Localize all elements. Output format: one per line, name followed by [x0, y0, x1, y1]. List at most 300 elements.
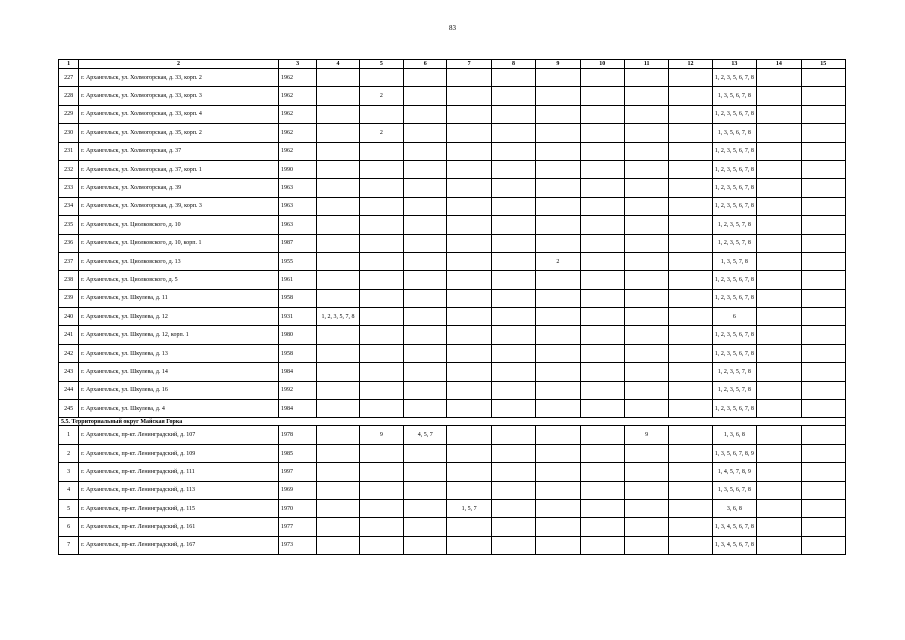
- column-12-cell: [669, 426, 712, 444]
- column-12-cell: [669, 381, 712, 399]
- column-6-cell: [404, 69, 447, 87]
- table-row: [59, 536, 846, 554]
- column-9-cell: [536, 381, 580, 399]
- column-13-cell: 1, 2, 3, 5, 6, 7, 8: [712, 289, 756, 307]
- column-header: 3: [278, 60, 316, 69]
- column-14-cell: [757, 536, 801, 554]
- column-7-cell: [447, 536, 491, 554]
- column-13-cell: 1, 2, 3, 5, 6, 7, 8: [712, 142, 756, 160]
- row-number-cell: 231: [59, 142, 79, 160]
- column-7-cell: [447, 400, 491, 418]
- column-9-cell: [536, 426, 580, 444]
- column-4-cell: [317, 481, 359, 499]
- row-number-cell: 242: [59, 344, 79, 362]
- column-10-cell: [580, 536, 624, 554]
- column-14-cell: [757, 463, 801, 481]
- column-13-cell: 1, 2, 3, 5, 6, 7, 8: [712, 69, 756, 87]
- column-6-cell: [404, 481, 447, 499]
- year-cell: 1990: [278, 160, 316, 178]
- column-10-cell: [580, 289, 624, 307]
- row-number-cell: 244: [59, 381, 79, 399]
- address-cell: г. Архангельск, ул. Циолковского, д. 13: [79, 252, 279, 270]
- column-4-cell: [317, 124, 359, 142]
- year-cell: 1969: [278, 481, 316, 499]
- column-14-cell: [757, 271, 801, 289]
- column-8-cell: [491, 426, 535, 444]
- column-5-cell: [359, 444, 403, 462]
- table-header-row: [59, 60, 846, 69]
- column-10-cell: [580, 160, 624, 178]
- column-14-cell: [757, 518, 801, 536]
- column-4-cell: [317, 536, 359, 554]
- column-14-cell: [757, 426, 801, 444]
- column-5-cell: [359, 142, 403, 160]
- address-cell: г. Архангельск, ул. Холмогорская, д. 33, корп. 3: [79, 87, 279, 105]
- column-14-cell: [757, 179, 801, 197]
- column-5-cell: [359, 481, 403, 499]
- column-15-cell: [801, 463, 845, 481]
- column-12-cell: [669, 105, 712, 123]
- row-number-cell: 230: [59, 124, 79, 142]
- column-header: 8: [491, 60, 535, 69]
- column-5-cell: [359, 518, 403, 536]
- row-number-cell: 232: [59, 160, 79, 178]
- column-14-cell: [757, 444, 801, 462]
- column-7-cell: [447, 344, 491, 362]
- column-13-cell: 1, 2, 3, 5, 6, 7, 8: [712, 105, 756, 123]
- table-row: [59, 381, 846, 399]
- column-7-cell: [447, 252, 491, 270]
- column-9-cell: [536, 308, 580, 326]
- column-4-cell: [317, 289, 359, 307]
- column-7-cell: [447, 444, 491, 462]
- column-10-cell: [580, 197, 624, 215]
- address-cell: г. Архангельск, ул. Холмогорская, д. 33, корп. 4: [79, 105, 279, 123]
- column-12-cell: [669, 179, 712, 197]
- column-8-cell: [491, 463, 535, 481]
- column-8-cell: [491, 234, 535, 252]
- page-number: 83: [449, 24, 456, 32]
- column-6-cell: [404, 234, 447, 252]
- table-row: [59, 105, 846, 123]
- column-7-cell: [447, 326, 491, 344]
- column-6-cell: [404, 179, 447, 197]
- row-number-cell: 237: [59, 252, 79, 270]
- column-10-cell: [580, 444, 624, 462]
- address-cell: г. Архангельск, ул. Холмогорская, д. 39: [79, 179, 279, 197]
- column-13-cell: 1, 3, 5, 7, 8: [712, 252, 756, 270]
- column-10-cell: [580, 234, 624, 252]
- column-13-cell: 1, 2, 3, 5, 6, 7, 8: [712, 179, 756, 197]
- column-4-cell: [317, 179, 359, 197]
- column-11-cell: [624, 179, 668, 197]
- column-14-cell: [757, 197, 801, 215]
- year-cell: 1984: [278, 400, 316, 418]
- table-row: [59, 197, 846, 215]
- column-6-cell: [404, 87, 447, 105]
- column-5-cell: 9: [359, 426, 403, 444]
- column-12-cell: [669, 363, 712, 381]
- table-row: [59, 124, 846, 142]
- column-8-cell: [491, 481, 535, 499]
- column-header: 12: [669, 60, 712, 69]
- column-7-cell: 1, 5, 7: [447, 499, 491, 517]
- column-12-cell: [669, 499, 712, 517]
- column-7-cell: [447, 271, 491, 289]
- column-4-cell: [317, 426, 359, 444]
- column-9-cell: [536, 142, 580, 160]
- column-10-cell: [580, 308, 624, 326]
- column-11-cell: [624, 308, 668, 326]
- column-14-cell: [757, 481, 801, 499]
- column-9-cell: [536, 160, 580, 178]
- column-5-cell: [359, 216, 403, 234]
- column-11-cell: [624, 160, 668, 178]
- column-9-cell: [536, 326, 580, 344]
- column-15-cell: [801, 69, 845, 87]
- column-9-cell: [536, 216, 580, 234]
- year-cell: 1963: [278, 179, 316, 197]
- column-7-cell: [447, 308, 491, 326]
- address-cell: г. Архангельск, ул. Шкулева, д. 11: [79, 289, 279, 307]
- column-15-cell: [801, 142, 845, 160]
- column-8-cell: [491, 197, 535, 215]
- column-12-cell: [669, 160, 712, 178]
- column-14-cell: [757, 308, 801, 326]
- year-cell: 1987: [278, 234, 316, 252]
- year-cell: 1977: [278, 518, 316, 536]
- column-9-cell: [536, 271, 580, 289]
- section-heading: 5.5. Территориальный округ Майская Горка: [59, 418, 846, 426]
- table-row: [59, 179, 846, 197]
- column-9-cell: 2: [536, 252, 580, 270]
- column-13-cell: 1, 2, 3, 5, 6, 7, 8: [712, 326, 756, 344]
- column-10-cell: [580, 518, 624, 536]
- column-11-cell: [624, 124, 668, 142]
- column-4-cell: [317, 400, 359, 418]
- column-12-cell: [669, 197, 712, 215]
- column-header: 4: [317, 60, 359, 69]
- table-row: [59, 216, 846, 234]
- column-11-cell: [624, 142, 668, 160]
- column-9-cell: [536, 105, 580, 123]
- column-15-cell: [801, 518, 845, 536]
- column-9-cell: [536, 444, 580, 462]
- register-table: [58, 59, 846, 555]
- column-4-cell: [317, 142, 359, 160]
- column-6-cell: [404, 463, 447, 481]
- column-6-cell: [404, 400, 447, 418]
- column-13-cell: 1, 2, 3, 5, 7, 8: [712, 216, 756, 234]
- column-10-cell: [580, 363, 624, 381]
- row-number-cell: 2: [59, 444, 79, 462]
- column-header: 1: [59, 60, 79, 69]
- column-11-cell: [624, 69, 668, 87]
- column-13-cell: 1, 2, 3, 5, 6, 7, 8: [712, 271, 756, 289]
- row-number-cell: 245: [59, 400, 79, 418]
- column-10-cell: [580, 271, 624, 289]
- column-8-cell: [491, 308, 535, 326]
- column-7-cell: [447, 179, 491, 197]
- table-row: [59, 234, 846, 252]
- column-5-cell: [359, 105, 403, 123]
- column-15-cell: [801, 400, 845, 418]
- column-8-cell: [491, 518, 535, 536]
- column-10-cell: [580, 105, 624, 123]
- column-4-cell: [317, 463, 359, 481]
- column-9-cell: [536, 179, 580, 197]
- address-cell: г. Архангельск, ул. Шкулева, д. 12, корп. 1: [79, 326, 279, 344]
- column-12-cell: [669, 308, 712, 326]
- year-cell: 1962: [278, 105, 316, 123]
- column-7-cell: [447, 381, 491, 399]
- year-cell: 1931: [278, 308, 316, 326]
- table-row: [59, 271, 846, 289]
- column-5-cell: [359, 499, 403, 517]
- address-cell: г. Архангельск, ул. Циолковского, д. 10, корп. 1: [79, 234, 279, 252]
- column-7-cell: [447, 426, 491, 444]
- row-number-cell: 227: [59, 69, 79, 87]
- column-11-cell: [624, 444, 668, 462]
- column-5-cell: [359, 381, 403, 399]
- column-11-cell: [624, 536, 668, 554]
- row-number-cell: 229: [59, 105, 79, 123]
- column-5-cell: [359, 308, 403, 326]
- column-13-cell: 1, 3, 5, 6, 7, 8, 9: [712, 444, 756, 462]
- column-5-cell: [359, 463, 403, 481]
- table-row: [59, 326, 846, 344]
- column-8-cell: [491, 252, 535, 270]
- column-header: 14: [757, 60, 801, 69]
- row-number-cell: 228: [59, 87, 79, 105]
- column-11-cell: [624, 344, 668, 362]
- column-4-cell: [317, 69, 359, 87]
- column-7-cell: [447, 289, 491, 307]
- column-6-cell: [404, 344, 447, 362]
- column-7-cell: [447, 463, 491, 481]
- column-14-cell: [757, 105, 801, 123]
- column-15-cell: [801, 344, 845, 362]
- column-13-cell: 1, 3, 5, 6, 7, 8: [712, 481, 756, 499]
- column-10-cell: [580, 481, 624, 499]
- column-8-cell: [491, 160, 535, 178]
- column-14-cell: [757, 252, 801, 270]
- column-8-cell: [491, 536, 535, 554]
- column-4-cell: [317, 197, 359, 215]
- column-10-cell: [580, 179, 624, 197]
- row-number-cell: 4: [59, 481, 79, 499]
- year-cell: 1963: [278, 216, 316, 234]
- column-11-cell: [624, 499, 668, 517]
- address-cell: г. Архангельск, пр-кт. Ленинградский, д. 111: [79, 463, 279, 481]
- column-13-cell: 1, 2, 3, 5, 7, 8: [712, 234, 756, 252]
- row-number-cell: 5: [59, 499, 79, 517]
- column-12-cell: [669, 289, 712, 307]
- column-15-cell: [801, 363, 845, 381]
- column-15-cell: [801, 308, 845, 326]
- column-4-cell: [317, 381, 359, 399]
- column-4-cell: [317, 271, 359, 289]
- column-4-cell: [317, 234, 359, 252]
- column-6-cell: [404, 271, 447, 289]
- table-row: [59, 252, 846, 270]
- column-header: 6: [404, 60, 447, 69]
- column-header: 5: [359, 60, 403, 69]
- column-12-cell: [669, 444, 712, 462]
- table-row: [59, 400, 846, 418]
- column-5-cell: [359, 197, 403, 215]
- column-14-cell: [757, 381, 801, 399]
- column-7-cell: [447, 234, 491, 252]
- year-cell: 1962: [278, 69, 316, 87]
- address-cell: г. Архангельск, ул. Холмогорская, д. 33, корп. 2: [79, 69, 279, 87]
- column-7-cell: [447, 160, 491, 178]
- column-12-cell: [669, 481, 712, 499]
- column-14-cell: [757, 142, 801, 160]
- column-11-cell: [624, 518, 668, 536]
- column-8-cell: [491, 216, 535, 234]
- column-13-cell: 1, 3, 4, 5, 6, 7, 8: [712, 518, 756, 536]
- table-row: [59, 308, 846, 326]
- column-12-cell: [669, 234, 712, 252]
- column-4-cell: [317, 252, 359, 270]
- column-9-cell: [536, 481, 580, 499]
- column-11-cell: [624, 87, 668, 105]
- column-header: 13: [712, 60, 756, 69]
- column-15-cell: [801, 252, 845, 270]
- column-10-cell: [580, 252, 624, 270]
- table-row: [59, 426, 846, 444]
- column-15-cell: [801, 216, 845, 234]
- column-13-cell: 1, 3, 4, 5, 6, 7, 8: [712, 536, 756, 554]
- table-row: [59, 69, 846, 87]
- column-9-cell: [536, 400, 580, 418]
- column-13-cell: 1, 3, 6, 8: [712, 426, 756, 444]
- column-11-cell: [624, 197, 668, 215]
- column-header: 10: [580, 60, 624, 69]
- address-cell: г. Архангельск, ул. Шкулева, д. 13: [79, 344, 279, 362]
- column-10-cell: [580, 142, 624, 160]
- column-10-cell: [580, 400, 624, 418]
- column-11-cell: 9: [624, 426, 668, 444]
- year-cell: 1970: [278, 499, 316, 517]
- address-cell: г. Архангельск, ул. Холмогорская, д. 37: [79, 142, 279, 160]
- column-14-cell: [757, 499, 801, 517]
- column-14-cell: [757, 87, 801, 105]
- column-12-cell: [669, 87, 712, 105]
- column-13-cell: 1, 2, 3, 5, 6, 7, 8: [712, 197, 756, 215]
- year-cell: 1984: [278, 363, 316, 381]
- column-5-cell: [359, 252, 403, 270]
- column-4-cell: [317, 160, 359, 178]
- column-11-cell: [624, 271, 668, 289]
- year-cell: 1958: [278, 344, 316, 362]
- column-6-cell: [404, 216, 447, 234]
- column-6-cell: [404, 326, 447, 344]
- column-4-cell: 1, 2, 3, 5, 7, 8: [317, 308, 359, 326]
- address-cell: г. Архангельск, пр-кт. Ленинградский, д. 115: [79, 499, 279, 517]
- column-12-cell: [669, 518, 712, 536]
- address-cell: г. Архангельск, пр-кт. Ленинградский, д. 109: [79, 444, 279, 462]
- table-row: [59, 344, 846, 362]
- column-6-cell: [404, 381, 447, 399]
- column-7-cell: [447, 481, 491, 499]
- column-15-cell: [801, 326, 845, 344]
- column-4-cell: [317, 499, 359, 517]
- column-5-cell: 2: [359, 87, 403, 105]
- column-15-cell: [801, 179, 845, 197]
- table-row: [59, 481, 846, 499]
- column-9-cell: [536, 124, 580, 142]
- column-9-cell: [536, 463, 580, 481]
- column-13-cell: 1, 3, 5, 6, 7, 8: [712, 124, 756, 142]
- column-11-cell: [624, 326, 668, 344]
- column-6-cell: [404, 105, 447, 123]
- table-row: [59, 363, 846, 381]
- column-6-cell: [404, 518, 447, 536]
- column-6-cell: [404, 363, 447, 381]
- year-cell: 1958: [278, 289, 316, 307]
- column-10-cell: [580, 499, 624, 517]
- column-14-cell: [757, 363, 801, 381]
- column-5-cell: [359, 179, 403, 197]
- column-9-cell: [536, 536, 580, 554]
- column-7-cell: [447, 518, 491, 536]
- column-13-cell: 1, 2, 3, 5, 6, 7, 8: [712, 400, 756, 418]
- column-12-cell: [669, 463, 712, 481]
- address-cell: г. Архангельск, пр-кт. Ленинградский, д. 113: [79, 481, 279, 499]
- column-4-cell: [317, 216, 359, 234]
- address-cell: г. Архангельск, ул. Циолковского, д. 10: [79, 216, 279, 234]
- column-header: 9: [536, 60, 580, 69]
- column-8-cell: [491, 444, 535, 462]
- column-11-cell: [624, 252, 668, 270]
- column-4-cell: [317, 105, 359, 123]
- column-14-cell: [757, 234, 801, 252]
- column-6-cell: [404, 444, 447, 462]
- column-7-cell: [447, 105, 491, 123]
- column-7-cell: [447, 363, 491, 381]
- address-cell: г. Архангельск, ул. Холмогорская, д. 35, корп. 2: [79, 124, 279, 142]
- column-15-cell: [801, 87, 845, 105]
- column-4-cell: [317, 344, 359, 362]
- column-7-cell: [447, 142, 491, 160]
- column-9-cell: [536, 197, 580, 215]
- row-number-cell: 234: [59, 197, 79, 215]
- column-header: 15: [801, 60, 845, 69]
- table-row: [59, 87, 846, 105]
- column-12-cell: [669, 142, 712, 160]
- column-11-cell: [624, 363, 668, 381]
- column-4-cell: [317, 326, 359, 344]
- column-12-cell: [669, 252, 712, 270]
- column-9-cell: [536, 289, 580, 307]
- column-15-cell: [801, 426, 845, 444]
- column-13-cell: 3, 6, 8: [712, 499, 756, 517]
- column-6-cell: [404, 252, 447, 270]
- row-number-cell: 235: [59, 216, 79, 234]
- column-8-cell: [491, 105, 535, 123]
- column-8-cell: [491, 87, 535, 105]
- year-cell: 1992: [278, 381, 316, 399]
- address-cell: г. Архангельск, пр-кт. Ленинградский, д. 107: [79, 426, 279, 444]
- address-cell: г. Архангельск, ул. Шкулева, д. 4: [79, 400, 279, 418]
- year-cell: 1961: [278, 271, 316, 289]
- column-15-cell: [801, 536, 845, 554]
- column-14-cell: [757, 69, 801, 87]
- column-8-cell: [491, 400, 535, 418]
- column-10-cell: [580, 87, 624, 105]
